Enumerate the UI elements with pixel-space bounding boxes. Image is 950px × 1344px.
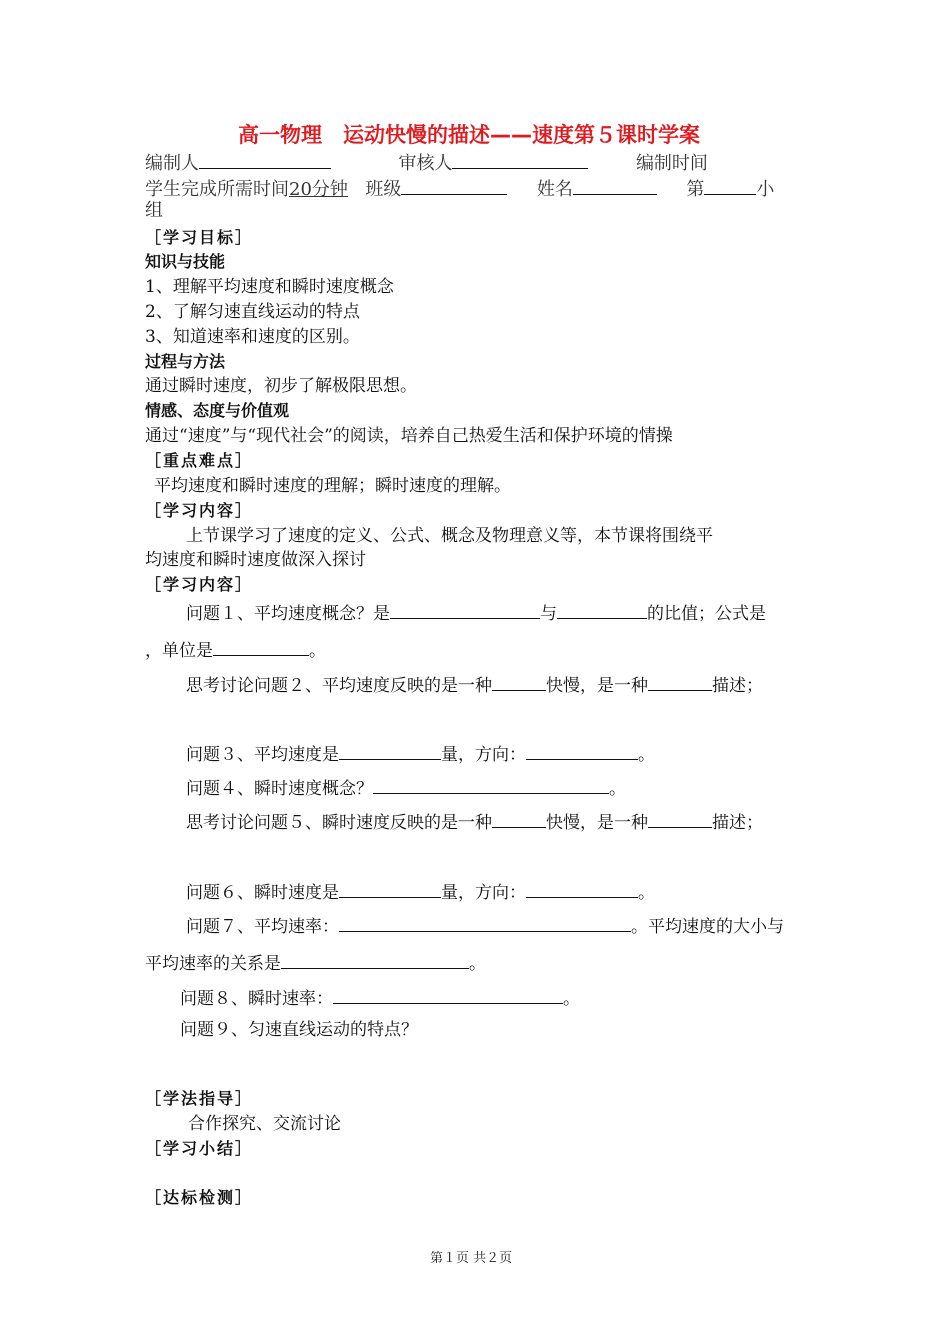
group-label-b: 小	[756, 179, 775, 200]
section-knowledge: 知识与技能	[145, 252, 226, 271]
section-key: ［重点难点］	[145, 451, 254, 470]
q1-blank-b[interactable]	[557, 600, 647, 619]
q6-blank-a[interactable]	[339, 879, 441, 898]
section-summary: ［学习小结］	[145, 1139, 254, 1158]
q1-blank-a[interactable]	[390, 600, 540, 619]
page-title: 高一物理 运动快慢的描述——速度第５课时学案	[238, 123, 700, 147]
section-content-2: ［学习内容］	[145, 575, 254, 594]
q5-blank-b[interactable]	[648, 809, 712, 828]
question-1: 问题１、平均速度概念？是 与 的比值；公式是	[186, 600, 766, 625]
emotion-text: 通过“速度”与“现代社会”的阅读，培养自己热爱生活和保护环境的情操	[145, 426, 673, 446]
question-6: 问题６、瞬时速度是 量，方向： 。	[186, 879, 655, 904]
reviewer-blank[interactable]	[452, 150, 588, 169]
q6-blank-b[interactable]	[526, 879, 638, 898]
reviewer-label: 审核人	[398, 153, 453, 174]
question-7-cont: 平均速率的关系是 。	[145, 950, 486, 975]
method-text: 合作探究、交流讨论	[188, 1114, 341, 1134]
section-content-1: ［学习内容］	[145, 501, 254, 520]
question-7: 问题７、平均速率： 。平均速度的大小与	[186, 913, 784, 938]
question-8: 问题８、瞬时速率： 。	[180, 985, 580, 1010]
q3-blank-b[interactable]	[526, 741, 638, 760]
intro-line-1: 上节课学习了速度的定义、公式、概念及物理意义等，本节课将围绕平	[186, 526, 713, 546]
process-text: 通过瞬时速度，初步了解极限思想。	[145, 376, 417, 396]
class-label: 班级	[365, 179, 402, 200]
name-blank[interactable]	[573, 176, 657, 195]
time-label: 学生完成所需时间	[145, 179, 289, 200]
q5-blank-a[interactable]	[492, 809, 546, 828]
q8-blank[interactable]	[333, 985, 563, 1004]
q7-blank-a[interactable]	[339, 913, 631, 932]
q3-blank-a[interactable]	[339, 741, 441, 760]
name-label: 姓名	[536, 179, 573, 200]
question-3: 问题３、平均速度是 量，方向： 。	[186, 741, 655, 766]
q7-blank-b[interactable]	[281, 950, 469, 969]
group-label-c: 组	[145, 200, 163, 221]
section-method: ［学法指导］	[145, 1089, 254, 1108]
section-emotion: 情感、态度与价值观	[145, 401, 290, 420]
group-label-a: 第	[686, 179, 705, 200]
question-5: 思考讨论问题５、瞬时速度反映的是一种 快慢，是一种 描述；	[186, 809, 763, 834]
question-2: 思考讨论问题２、平均速度反映的是一种 快慢，是一种 描述；	[186, 672, 763, 697]
q1-blank-unit[interactable]	[213, 637, 309, 656]
page-footer: 第１页 共２页	[430, 1251, 513, 1266]
editor-row	[145, 150, 708, 175]
q2-blank-b[interactable]	[648, 672, 712, 691]
knowledge-item-1: 1、理解平均速度和瞬时速度概念	[145, 277, 394, 297]
time-value: 20分钟	[289, 179, 348, 200]
section-process: 过程与方法	[145, 352, 226, 371]
editor-label: 编制人	[145, 153, 199, 174]
question-1-cont: ，单位是 。	[145, 637, 326, 662]
class-blank[interactable]	[401, 176, 507, 195]
q2-blank-a[interactable]	[492, 672, 546, 691]
date-label: 编制时间	[635, 153, 708, 174]
student-row	[145, 176, 774, 201]
knowledge-item-3: 3、知道速率和速度的区别。	[145, 327, 360, 347]
question-9: 问题９、匀速直线运动的特点？	[180, 1020, 418, 1040]
group-blank[interactable]	[704, 176, 756, 195]
question-4: 问题４、瞬时速度概念？ 。	[186, 775, 626, 800]
q4-blank[interactable]	[373, 775, 609, 794]
editor-blank[interactable]	[199, 150, 331, 169]
section-test: ［达标检测］	[145, 1188, 254, 1207]
section-goals: ［学习目标］	[145, 228, 254, 247]
knowledge-item-2: 2、了解匀速直线运动的特点	[145, 302, 360, 322]
intro-line-2: 均速度和瞬时速度做深入探讨	[145, 550, 366, 570]
key-text: 平均速度和瞬时速度的理解；瞬时速度的理解。	[154, 476, 511, 496]
